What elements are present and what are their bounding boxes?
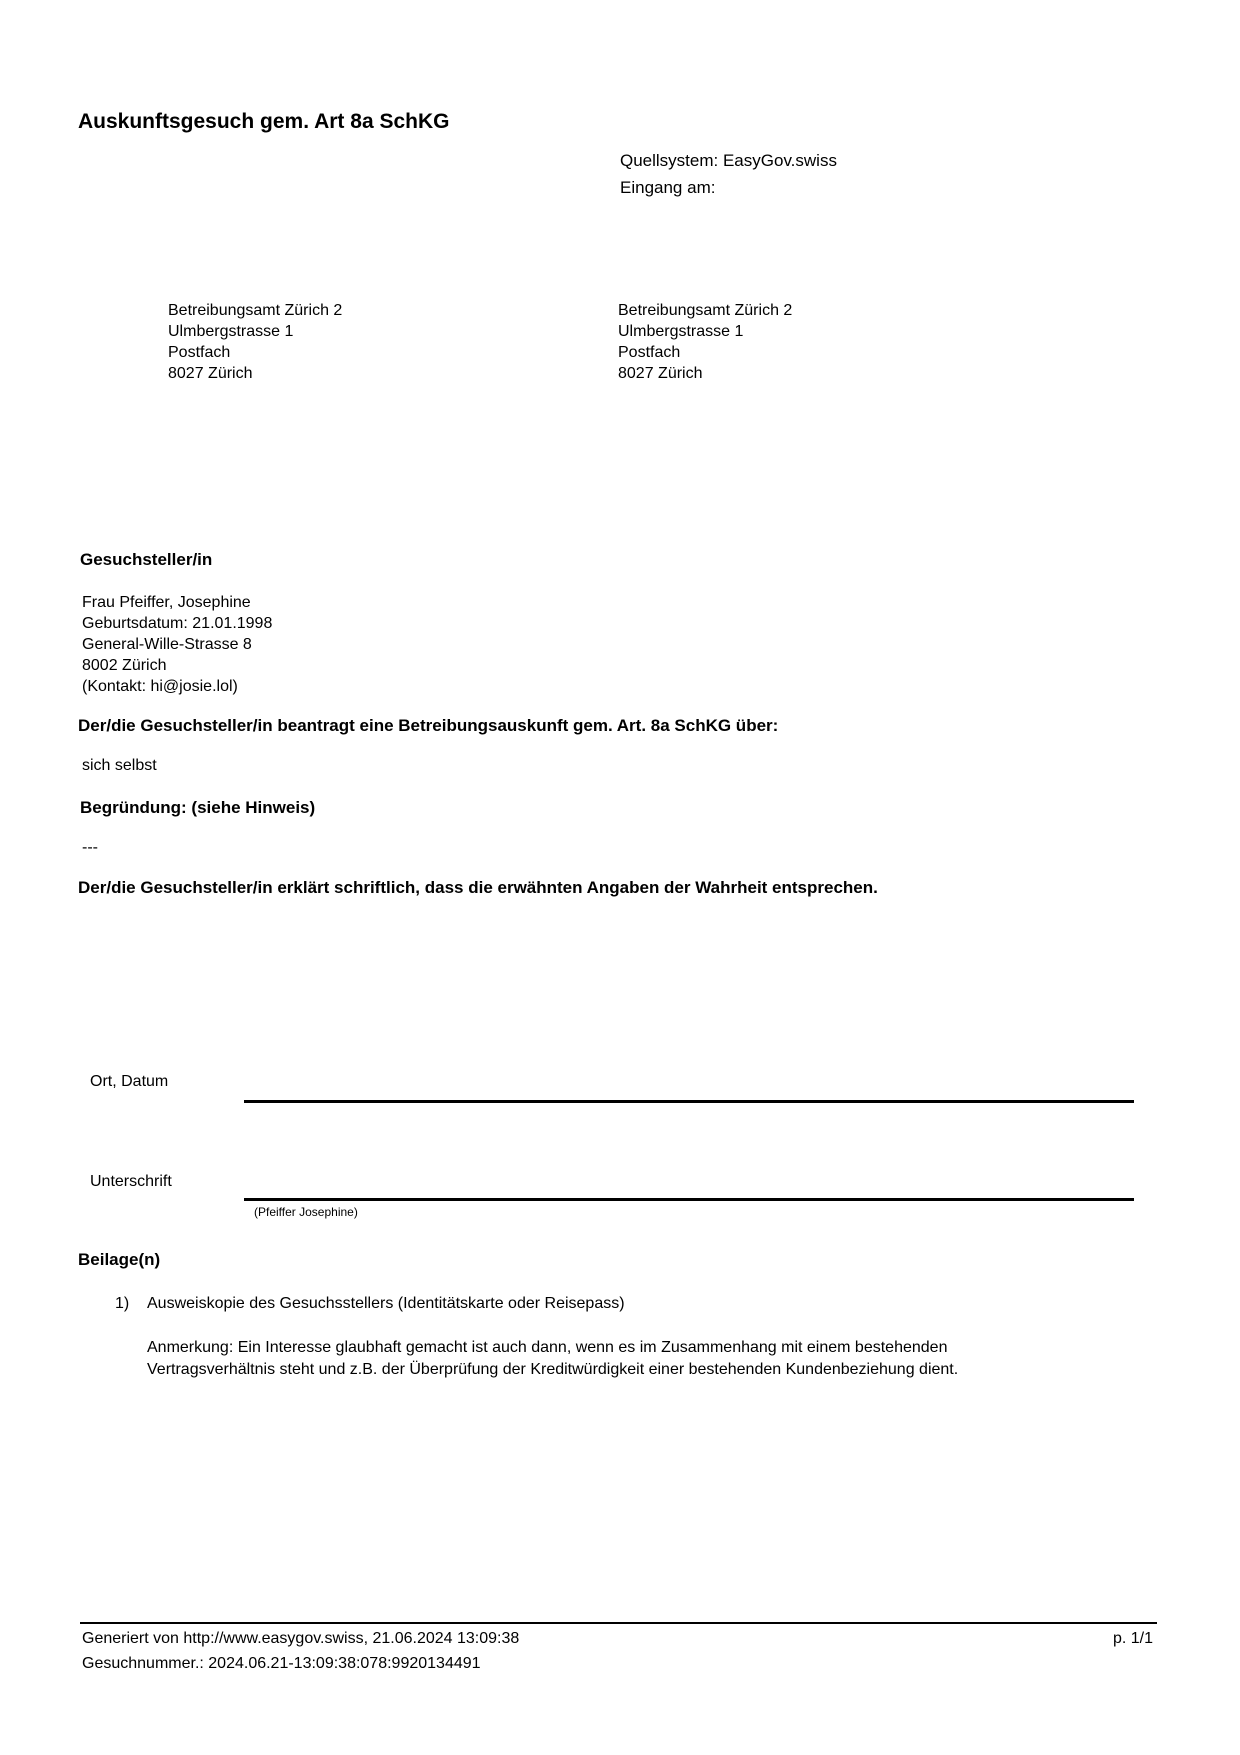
address-line: 8027 Zürich [168,365,253,382]
footer-request-number: Gesuchnummer.: 2024.06.21-13:09:38:078:9920134491 [82,1655,481,1672]
request-subject: sich selbst [82,757,157,774]
applicant-details [82,592,272,697]
recipient-address-left [168,300,342,384]
applicant-name-line: Frau Pfeiffer, Josephine [82,594,251,611]
justification-value: --- [82,839,98,856]
place-date-line [244,1100,1134,1103]
address-line: Postfach [168,344,231,361]
applicant-contact-line: (Kontakt: hi@josie.lol) [82,678,238,695]
address-line: 8027 Zürich [618,365,703,382]
applicant-birthdate-line: Geburtsdatum: 21.01.1998 [82,615,273,632]
justification-heading: Begründung: (siehe Hinweis) [80,798,316,817]
applicant-city-line: 8002 Zürich [82,657,167,674]
declaration-text: Der/die Gesuchsteller/in erklärt schriftlich, dass die erwähnten Angaben der Wahrheit entsprechen. [78,878,878,897]
received-on-line: Eingang am: [620,178,716,197]
signature-line [244,1198,1134,1201]
applicant-street-line: General-Wille-Strasse 8 [82,636,252,653]
applicant-heading: Gesuchsteller/in [80,550,213,569]
footer-page-number: p. 1/1 [1112,1630,1153,1647]
signature-label: Unterschrift [90,1173,172,1190]
address-line: Postfach [618,344,681,361]
signature-name-caption: (Pfeiffer Josephine) [254,1205,358,1219]
attachment-note: Anmerkung: Ein Interesse glaubhaft gemacht ist auch dann, wenn es im Zusammenhang mit einem bestehenden Vertragsverhältnis steht und z.B. der Überprüfung der Kreditwürdigkeit einer bestehenden Kundenbeziehung dient. [147,1339,959,1378]
address-line: Ulmbergstrasse 1 [618,323,744,340]
source-meta [620,147,837,201]
recipient-address-right [618,300,792,384]
place-date-label: Ort, Datum [90,1073,169,1090]
page-title: Auskunftsgesuch gem. Art 8a SchKG [78,110,450,133]
address-line: Betreibungsamt Zürich 2 [618,302,793,319]
attachment-item-number: 1) [115,1295,130,1312]
address-line: Betreibungsamt Zürich 2 [168,302,343,319]
footer-generated: Generiert von http://www.easygov.swiss, 21.06.2024 13:09:38 [82,1630,520,1647]
request-heading: Der/die Gesuchsteller/in beantragt eine Betreibungsauskunft gem. Art. 8a SchKG über: [78,716,779,735]
footer-divider [80,1622,1157,1624]
attachments-heading: Beilage(n) [78,1250,161,1269]
address-line: Ulmbergstrasse 1 [168,323,294,340]
source-system-line: Quellsystem: EasyGov.swiss [620,151,837,170]
attachment-item-text: Ausweiskopie des Gesuchsstellers (Identitätskarte oder Reisepass) [147,1295,625,1312]
